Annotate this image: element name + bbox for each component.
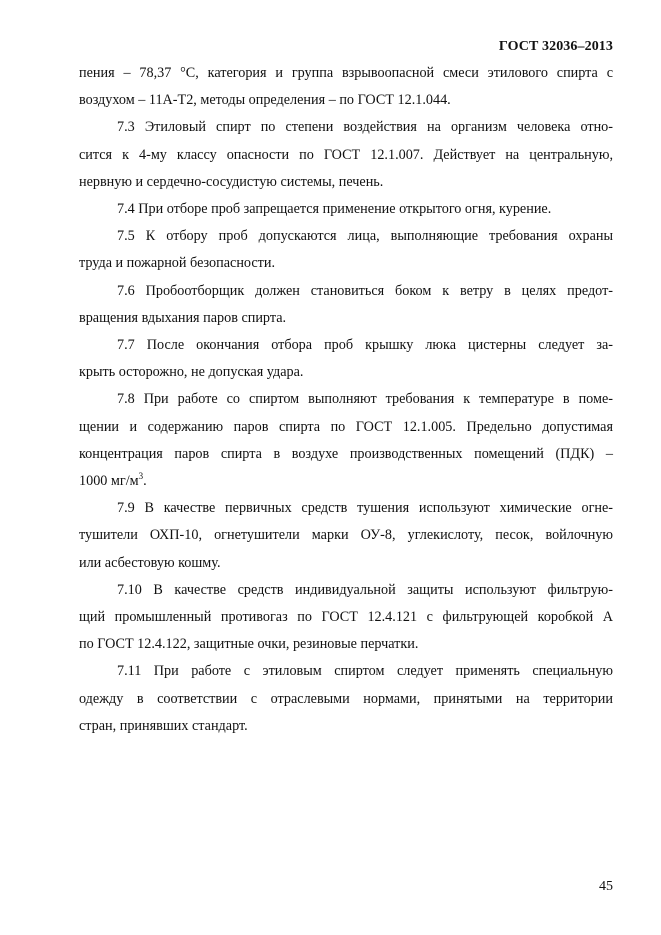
paragraph-7-3 [79, 114, 613, 196]
paragraph-7-4 [79, 196, 613, 223]
text-line: стран, принявших стандарт. [79, 717, 248, 734]
text-line: 7.8 При работе со спиртом выполняют требования к температуре в поме- [117, 391, 613, 408]
text-line: сится к 4-му классу опасности по ГОСТ 12.1.007. Действует на центральную, [79, 146, 613, 163]
paragraph-7-7 [79, 332, 613, 386]
paragraph-7-6 [79, 278, 613, 332]
text-line: 7.7 После окончания отбора проб крышку люка цистерны следует за- [117, 337, 613, 354]
text-line: 7.5 К отбору проб допускаются лица, выполняющие требования охраны [117, 228, 613, 245]
paragraph-7-11 [79, 658, 613, 740]
text-line: труда и пожарной безопасности. [79, 255, 276, 272]
text-line: концентрация паров спирта в воздухе производственных помещений (ПДК) – [79, 445, 613, 462]
unit-exponent: 3 [138, 471, 144, 482]
text-line [79, 468, 613, 495]
text-line: 7.10 В качестве средств индивидуальной защиты используют фильтрую- [117, 581, 613, 598]
concentration-value: 1000 мг/м [79, 473, 139, 490]
text-line: или асбестовую кошму. [79, 554, 221, 571]
text-line: воздухом – 11А-Т2, методы определения – по ГОСТ 12.1.044. [79, 92, 451, 109]
text-line: нервную и сердечно-сосудистую системы, печень. [79, 173, 384, 190]
document-body [79, 60, 613, 740]
text-line: крыть осторожно, не допуская удара. [79, 364, 304, 381]
text-line: 7.6 Пробоотборщик должен становиться боком к ветру в целях предот- [117, 282, 613, 299]
text-line: 7.4 При отборе проб запрещается применение открытого огня, курение. [117, 201, 552, 218]
page-number: 45 [599, 879, 613, 894]
sentence-end: . [143, 473, 147, 490]
text-line: 7.9 В качестве первичных средств тушения используют химические огне- [117, 500, 613, 517]
text-line: одежду в соответствии с отраслевыми нормами, принятыми на территории [79, 690, 613, 707]
paragraph-7-5 [79, 223, 613, 277]
document-header-id: ГОСТ 32036–2013 [498, 39, 613, 54]
paragraph-7-9 [79, 495, 613, 577]
text-line: 7.3 Этиловый спирт по степени воздействия на организм человека отно- [117, 119, 613, 136]
text-line: по ГОСТ 12.4.122, защитные очки, резиновые перчатки. [79, 636, 419, 653]
text-line: пения – 78,37 °С, категория и группа взрывоопасной смеси этилового спирта с [79, 65, 613, 81]
paragraph-7-8 [79, 386, 613, 495]
text-line: щий промышленный противогаз по ГОСТ 12.4.121 с фильтрующей коробкой А [79, 609, 613, 626]
text-line: вращения вдыхания паров спирта. [79, 309, 287, 326]
text-line: тушители ОХП-10, огнетушители марки ОУ-8, углекислоту, песок, войлочную [79, 527, 613, 544]
paragraph-continuation [79, 60, 613, 114]
text-line: 7.11 При работе с этиловым спиртом следует применять специальную [117, 663, 613, 680]
text-line: щении и содержанию паров спирта по ГОСТ 12.1.005. Предельно допустимая [79, 418, 613, 435]
paragraph-7-10 [79, 577, 613, 659]
